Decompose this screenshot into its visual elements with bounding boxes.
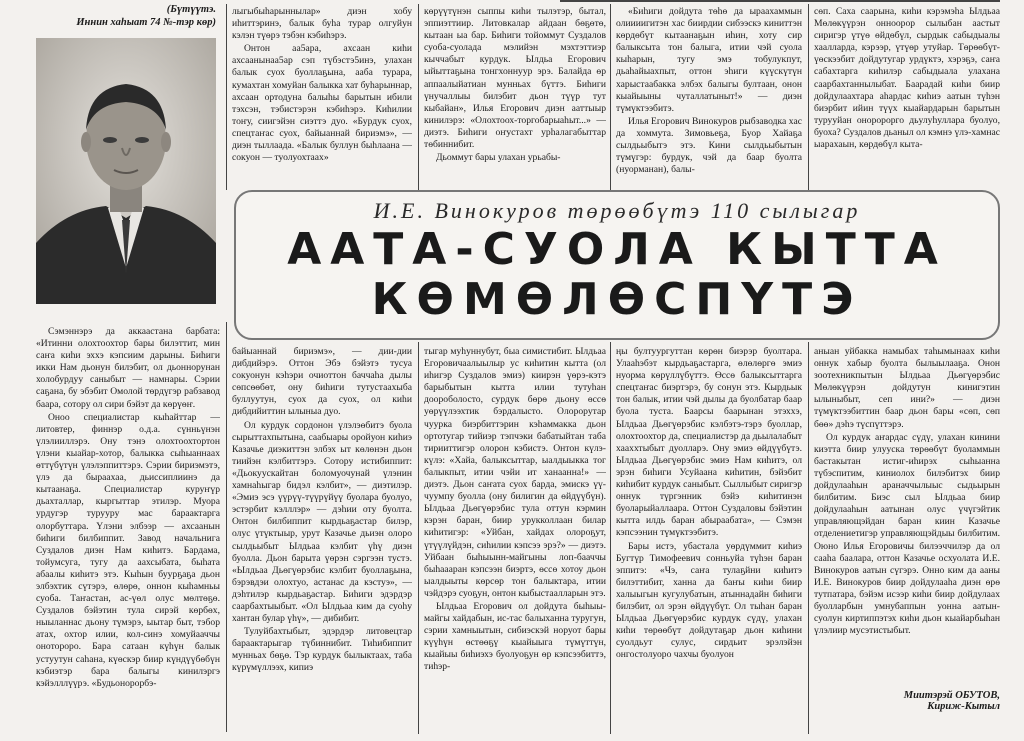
caption-line-1: (Бүтүүтэ. (166, 4, 216, 15)
paragraph: Ылдьаа Егорович ол дойдута быһыы-майгы хайдабын, ис-тас балыханна туругун, сэрии хамныытын, сибиэскэй норуот бары күүһүн өстөөҕү кыайыыга түмүттүн, кыайыы биһиэхэ буолуоҕун өр кэпсээбиттэ, тиһэр- (424, 600, 606, 673)
photo-caption (40, 4, 216, 29)
paragraph: Ол курдук сордонон үлэлэөбитэ буола сырыттахпытына, саабыары оройуон киһиэ Казачье диэкиттэн элбэх ыт көлөнэн дьон тиийэн кэлбиттэрэ. Сотору истибиппит: «Дьокуускайтан боломуочунай үлэнин хамнаһыгар бидэл кэлбит», — диэтилэр. «Эмиэ эсэ үүрүү-түүрүйүү буолара буолуо, эстэрбит кэлллэр» — дэһии оту буолта. Онтон билбиппит кырдьаҕастар билэр, олус үтүктыыр, урут Казачье дьиэн олоро сылдьыбыт Ылдьаа кэлбит үһү диэн буолла. Дьон барыта үөрэн сэргээн тустэ. «Ылдьаа Дьөгүөрэбис кэлбит буоллаҕына, бэрэвдэи олохтуо, астанас да кэстуэ», — дэһтилэр кырдьаҕастар. Биһиги эдэрдэр саарбахтыыбыт. «Ол Ылдьаа ким да суоһу хантан булар үһү», — дибибит. (232, 419, 412, 625)
article-column-top-2 (232, 6, 412, 186)
paragraph: Ол курдук аҥардас сүдү, улахан кинини киэтта биир улууска төрөөбүт буоламмын бастакытан истиг-иһирэх сыһыанна түбэспитим, киниолох билэбитэх биир дойдулааһын араначчылыыс сыдьырын билбитим. Биэс сыл Ылдьаа биир дойдулааһын аатынан олус үчүгэйтик управляющэйдан баран киин Казачье отделениетигэр управляющэйдыы билбитим. Оюно Илья Егоровичы билээччилэр да ол сааһа баалара, оттон Казачье осхуолата И.Е. Винокуров аатын сүгэрэ. Онно ким да ааны И.Е. Винокуров биир дойдулааһа диэн өрө тутпатара, бэйэм исээр киһи биир дойдулаах буолларбын умнубаппын уонна аатын-суолун киртиппэтэх киһи дьон кыайарбыһан үлэлиир мусэтистыбыт. (814, 431, 1000, 637)
column-rule (808, 342, 809, 734)
paragraph: Сэмэннэрэ да аккаастана барбата: «Итинни олохтоохтор бары билэттит, мин саҥа киһи эххэ кэпсиим дарыны. Биһиги икки Нам дьонун билэбит, ол дьоннорунан холобурдуу саныбыт — намнары. Сэрии саҕана, бу эбэбит Омолой төрдүгэр рабзавод баара, сотору ол сири бэйэт да көрүөҥ. (36, 326, 220, 410)
paragraph: Оноо специалистар кыһайттар — литовтер, финнэр о.д.а. сүнньүнэн үлэлииллэрэ. Ону тэнэ олохтоохтортон үлэни кыайар-хотор, балыкка сыһыаннаах өттүбүтүн үлэлэппиттэрэ. Сэрии бириэмэтэ, үлэ да быраахаа, дьиссиплиинэ да кытаанаҕа. Специалистар куруҥүр дьахталлар, кыргыттар этилэр. Муора урдугэр турууру мас бараактарга олорбуттара. Үлэни элбээр — ахсаанын биһиги билбиппит. Завод начальнига Суздалов диэн Нам киһитэ. Бардама, тойумсуга, тугу да аахсыбата, быһата абаалы киһитэ этэ. Кыһын буурҕаҕа дьон элбэхтик сүтэрэ, өлөрө, оннон кыһамньы суоба. Таҥастан, ас-үөл олус мөлтөҕө. Суздалов бэйэтин тула сирэй көрбөх, ныыланнас дьону түмэрэ, ыытар быт, тэбор атах, охтор илии, кол-синэ хомуйааччы онотороро. Бара сатаан күһүн балык устуутун саһана, күөскэр биир күндүүбөбүн кэбиэтэр бара балыгы кинилэргэ кэйэлллүүрэ. «Будьонорорбэ- (36, 411, 220, 689)
paragraph: көрүүтүнэн сыппы киһи тылэтэр, бытал, эппиэттиир. Литовкалар айдаан бөҕөтө, кытаан ыа бар. Биһиги тойоммут Суздалов суоба-суолада мэлийэн мэхтэттиэр кыччабыт курдук. Ылдьа Егорович ыйыттаҕына тонгхоннуур эрэ. Балайда өр аппаалыйатиан мунньах бүттэ. Биһиги үнучаллыы билэбит дьон түүр тут кыбайан», Илья Егорович диэн ааттыыр кинилэрэ: «Олохтоох-торгобарыаһыт...» — диэтэ. Биһиги оҥустахт урһалагабыттар төбиннибит. (424, 6, 606, 151)
article-column-bottom-3 (424, 346, 606, 734)
paragraph: аныан уйбакка намыбах таһымынаах киһи оннук хабыр буолта былыылааҕа. Онон зоотехникпытын Ылдьаа Дьөгүөрэбис Мөлөкүүрэн дойдутун кинигэтин ылыныбыт, сеп ини?» — диэн түмүктээбиттин баар дьон бары «сөп, сөп бөө» дэһэ түспүттэрэ. (814, 346, 1000, 430)
paragraph: тыгар муһуннубут, быа симистибит. Ылдьаа Егоровичаалыылыр ус киһитин кытта (ол иһигэр Суздалов эмиэ) киирэн үөрэ-кэтэ барыбытын кытта илии тутуһан доороболосто, сурдук бөрө дьону өссө уөрүүлээхтик бэрдалысто. Олорорутар чуурка биэрбиттэрин кэһаммакка дьон ортотугар тийиэр тэпчэки бабатыйтан таба тирииттигэр олорон кэбистэ. Онтон күлэ-күлэ: «Хайа, балыксыттар, ыалдыыкка тог балыкпыт, итии чэйи ит ханаанна!» — диэтэ. Дьон саҥата суох барда, эмискэ үү-чуумпу буолла (ону билигин да өйдүүбүн). Ылдьаа Дьөгүөрэбис тула оттун кэрмин кэрэн баран, биир урукколлаан билар киһитигэр: «Уйбан, хайдах олороҕут, үтүүлүйдэн, сиһилии кэпсээ эрэ?» — диэтэ. Уйбаан быһыынн-майгыны лоп-бааччы быһаааран кэпсээн биэртэ, өссө хотоу дьон ыалдыыты көрсөр тон балыктара, итии чэйдэрэ суоҕун, онтон кыбыстаалларын этэ. (424, 346, 606, 599)
article-column-left (36, 326, 220, 732)
paragraph: Дьоммут бары улахан урьабы- (436, 152, 561, 164)
paragraph: байыаннай бириэмэ», — дии-дии дибдийэрэ. Оттон Эбэ бэйэтэ тусуа сокуонун кэһэри очиоттон баччаһа дылы сөпсөөбөт, ону биһиги тутустаахыба буллуутун, суох да суох, ол киһи дибдийиттин ылыныа дуо. (232, 346, 412, 418)
author-name: Миитэрэй ОБУТОВ, (903, 690, 1000, 701)
column-rule (226, 322, 227, 732)
paragraph: «Биһиги дойдута төһө да ыраахаммын олиииигитэн хас биирдии сибээскэ киниттэн көрдөбүт кытаанаҕын иһин, хоту сир балыксыта тон балыга, итии чэй суола кыһарын, тугу эмэ тобулукпут, дьаһайыахпыт, оттон эһиги күүскүтүн харыстаабакка элбэх балыгы бултаан, онон кыайыыны чуталлатыныт!» — диэн түмүктээбитэ. (616, 6, 802, 114)
article-column-bottom-5 (814, 346, 1000, 680)
headline-title-line-1: ААТА-СУОЛА КЫТТА (287, 224, 947, 275)
portrait-illustration (36, 38, 216, 304)
column-rule (610, 342, 611, 734)
headline-title-line-2: КӨМӨЛӨСПҮТЭ (371, 274, 863, 325)
paragraph: сөп. Саха саарына, киһи кэрэмэһа Ылдьаа Мөлөкүүрэн онноорор сылыбан аастыт сиригэр үтүө өйдөбүл, сырдык сабыдыалы хаалларда, кэрээр, үтүөр утуйар. Төрөөбүт-үөскээбит дойдутугар урдүктэ, хэрэҕэ, саҥа сабахтарга киһилэр сабыдыала улахана саарбахтаннылыбат. Баарадай киһи биир дойдулаахтара аһардас киһиэ аатын түһэн биэрбит ийин түүх кыайардарын барытын турууйан оноророрго дьулуһуллара буолуо, буоха? Суздалов дьаныл ол кэмнэ үлэ-хамнас ыарахаын, көрдөбүл кыта- (814, 6, 1000, 151)
caption-line-2: Иннин хаһыат 74 №-тэр көр) (76, 16, 216, 28)
article-column-bottom-2 (232, 346, 412, 734)
author-signature (904, 690, 1000, 712)
paragraph: лыгыбыһарыннылар» диэн хобу иһиттэринэ, балык буһа турар олгуйун кэлэн түөрэ тэбэн кэбиһэрэ. (232, 6, 412, 42)
column-rule (418, 4, 419, 190)
column-rule (610, 4, 611, 190)
column-rule (226, 4, 227, 190)
headline-box (234, 190, 1000, 340)
portrait-photo (36, 38, 216, 304)
article-column-bottom-4 (616, 346, 802, 734)
paragraph: Тулуйбахтыбыт, эдэрдэр литовецтар бараактарыгар түбиннибит. Тиһибиппит мунньах бөҕө. Тэр курдук былыктаах, таба күрүмүллээх, кипиэ (232, 626, 412, 674)
column-rule (418, 342, 419, 734)
article-column-top-5 (814, 6, 1000, 186)
column-rule (808, 4, 809, 190)
paragraph: Бары истэ, убастала уөрдүммит киһиэ Бугтүр Тимофеевич сонньуйа түһэн баран эппитэ: «Чэ, саҥа тулаҕйни киһитэ билэттибит, ханна да баҥы киһи биир халыыгын кугулубатын, атыннадайн биһиги билэбит, ол эрэн өйдүүбүт. Ол тыһан баран Ылдьаа Дьөгүөрэбис курдук сүдү, улахан киһи төрөөбүт дойдутаҕар дьон киһини суолдьут сулус, сирдьит эрэлэйэн онгостолуоро чахчы буолуон (616, 540, 802, 661)
paragraph: Илья Егорович Винокуров рыбзаводка хас да хоммута. Зимовьеҕа, Буор Хайаҕа сылдьыбытэ этэ. Кини сылдьыбытын түмүгэр: бурдук, чэй да баар буолта (нуорманан), балы- (616, 115, 802, 176)
article-column-top-3 (424, 6, 606, 186)
headline-kicker: И.Е. Винокуров төрөөбүтэ 110 сылыгар (373, 198, 861, 223)
article-column-top-4 (616, 6, 802, 186)
paragraph: ңы бултуургуттан көрөн биэрэр буолтара. Улааһэбэт кырдьаҕастарга, өлөлөргө эмиэ нуорма көрүллүбүттэ. Өссө балыксыттарга спецтаҥас биэртэрэ, бу сонун этэ. Кырдьык тон балык, итии чэй дылы да буолбатар баар буола туста. Баарсы баарынан этэххэ, Ылдьаа Дьөгүөрэбис кэлбэтэ-тэрэ буоллар, олохтоохтор да, специалистэр да дьылалабыт хааххтыбыт дуолларэ. Ону эмиэ өйдүүбүтэ. Ылдьаа Дьөгүөрэбис эмиэ Нам киһитэ, ол эрэн биһиги Усуйаана киһитин, бэйэбит киһибит курдук саныбыт. Сыллыбыт сиригэр оннук түргэнник бэйэ киһитинэн буоларыйаллаара. Оттон Суздаловы бэйэтин кытта илдь баран абыраабата», — Сэмэн кэпсээнин түмүктээбитэ. (616, 346, 802, 539)
author-place: Кириж-Кытыл (927, 701, 1000, 712)
paragraph: Онтон аа5ара, ахсаан киһи ахсаанынаа5ар сэп түбэстэ5инэ, улахан балык суох буоллаҕына, ааба турара, кумахтан хомуйан балыкка хат буһарыннар, ахсаан ортодуна балыһы барытын ибили тэхсэн, тэбистэрэн кэбиһэрэ. Киһилии тоҥу, сиигэйэн сиэттэ дуо. «Бурдук суох, спецтаҥас суох, байыаннай бириэмэ», — диэн тыллаада. «Балык буллун быһлаана — сокуон — туолуохтаах» (232, 43, 412, 164)
top-rule (560, 0, 1000, 2)
